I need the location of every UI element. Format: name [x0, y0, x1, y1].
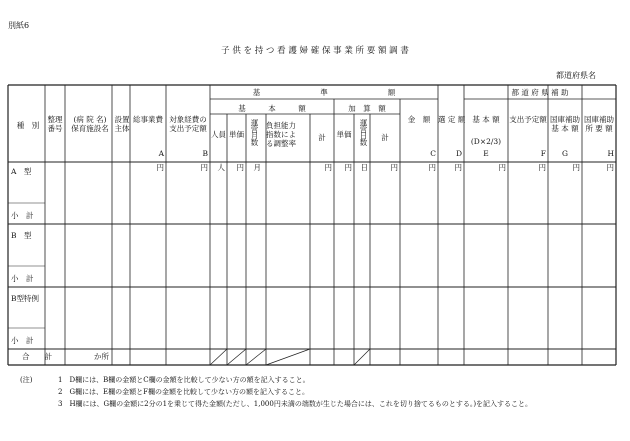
notes-prefix: (注): [20, 376, 33, 384]
header-total-cost: 総事業費: [133, 115, 163, 124]
unit-yen-a: 円: [156, 163, 164, 172]
note-item-3: 3 H欄には、G欄の金額に2分の1を乗じて得た金額(ただし、1,000円未満の端数が生じた場合には、これを切り捨てるものとする。)を記入すること。: [58, 400, 533, 408]
header-selected-letter: D: [455, 149, 462, 158]
header-amount: 金 額: [407, 115, 431, 124]
header-addition: 加 算 額: [348, 104, 386, 113]
header-founder-line2: 主体: [114, 124, 130, 133]
header-expected-payment-letter: F: [540, 149, 546, 158]
unit-yen-add-unit-price: 円: [344, 163, 352, 172]
unit-yen-f: 円: [538, 163, 546, 172]
header-founder: [112, 115, 132, 133]
header-serial-line2: 番号: [47, 124, 63, 133]
total-row-label: 合 計: [22, 352, 52, 361]
header-base-amount: 基 本 額: [472, 115, 500, 124]
header-formula-letter: E: [483, 149, 489, 158]
header-national-required-line1: 国庫補助: [584, 115, 614, 124]
header-serial-line1: 整理: [47, 115, 63, 124]
header-expected-cost-letter: B: [202, 149, 208, 158]
group-subtotal-b: 小 計: [11, 274, 34, 283]
unit-yen-c: 円: [428, 163, 436, 172]
header-expected-cost: [166, 115, 210, 133]
header-expected-payment: 支出予定額: [509, 115, 547, 124]
header-add-unit-price: 単価: [336, 130, 352, 139]
header-burden-line1: 負担能力: [266, 121, 296, 130]
requirement-table: [8, 85, 616, 365]
header-formula: (D×2/3): [470, 137, 502, 146]
total-row-slash: [266, 349, 310, 365]
header-burden-line2: 指数によ: [266, 130, 296, 139]
total-row-slash: [227, 349, 246, 365]
header-national-base-letter: G: [562, 149, 568, 158]
header-base-subtotal: 計: [318, 133, 326, 142]
unit-day: 日: [360, 163, 368, 172]
attachment-label: 別紙6: [8, 21, 30, 30]
header-national-base: [548, 115, 582, 133]
header-national-base-line2: 基 本 額: [551, 124, 579, 133]
unit-yen-e: 円: [498, 163, 506, 172]
prefecture-name-label: 都道府県名: [556, 71, 596, 80]
header-standard: 基 準 額: [252, 88, 396, 97]
note-item-1: 1 D欄には、B欄の金額とC欄の金額を比較して少ない方の額を記入すること。: [58, 376, 310, 384]
group-subtotal-a: 小 計: [11, 211, 34, 220]
header-burden: [266, 121, 296, 148]
header-pref-subsidy: 都 道 府 県 補 助: [511, 88, 569, 97]
unit-yen-add-subtotal: 円: [390, 163, 398, 172]
total-row-slash: [246, 349, 266, 365]
header-add-days: 運営日数: [359, 119, 368, 145]
header-selected: 選 定 額: [438, 115, 466, 124]
total-row-count-suffix: か所: [94, 352, 109, 361]
header-national-required-letter: H: [607, 149, 614, 158]
header-hospital-line2: 保育施設名: [71, 124, 109, 133]
unit-yen-base-subtotal: 円: [324, 163, 332, 172]
header-expected-cost-line2: 支出予定額: [169, 124, 207, 133]
note-item-2: 2 G欄には、E欄の金額とF欄の金額を比較して少ない方の額を記入すること。: [58, 388, 310, 396]
unit-yen-unit-price: 円: [236, 163, 244, 172]
header-unit-price: 単価: [229, 130, 244, 139]
unit-month: 月: [253, 163, 261, 172]
header-amount-letter: C: [430, 149, 436, 158]
unit-yen-g: 円: [572, 163, 580, 172]
unit-yen-h: 円: [606, 163, 614, 172]
unit-yen-b: 円: [200, 163, 208, 172]
header-serial: [45, 115, 65, 133]
group-subtotal-b-special: 小 計: [11, 336, 34, 345]
header-expected-cost-line1: 対象経費の: [169, 115, 207, 124]
header-people: 人員: [211, 130, 226, 139]
group-label-a: A 型: [11, 167, 32, 176]
group-label-b-special: B型特例: [11, 294, 40, 303]
group-label-b: B 型: [11, 231, 32, 240]
header-total-cost-letter: A: [158, 149, 164, 158]
header-national-base-line1: 国庫補助: [550, 115, 580, 124]
header-national-required: [582, 115, 616, 133]
header-add-subtotal: 計: [381, 133, 389, 142]
unit-person: 人: [217, 163, 225, 172]
total-row-slash: [210, 349, 227, 365]
total-row-slash: [354, 349, 370, 365]
unit-yen-d: 円: [454, 163, 462, 172]
header-burden-line3: る調整率: [266, 139, 296, 148]
document-title: 子 供 を 持 つ 看 護 婦 確 保 事 業 所 要 額 調 書: [221, 46, 409, 56]
header-base: 基 本 額: [238, 104, 306, 113]
header-hospital-line1: (病 院 名): [73, 115, 107, 124]
header-national-required-line2: 所 要 額: [585, 124, 613, 133]
header-type: 種 別: [16, 121, 40, 130]
header-founder-line1: 設置: [114, 115, 130, 124]
header-hospital: [65, 115, 115, 133]
header-months: 運営月数: [250, 119, 259, 145]
